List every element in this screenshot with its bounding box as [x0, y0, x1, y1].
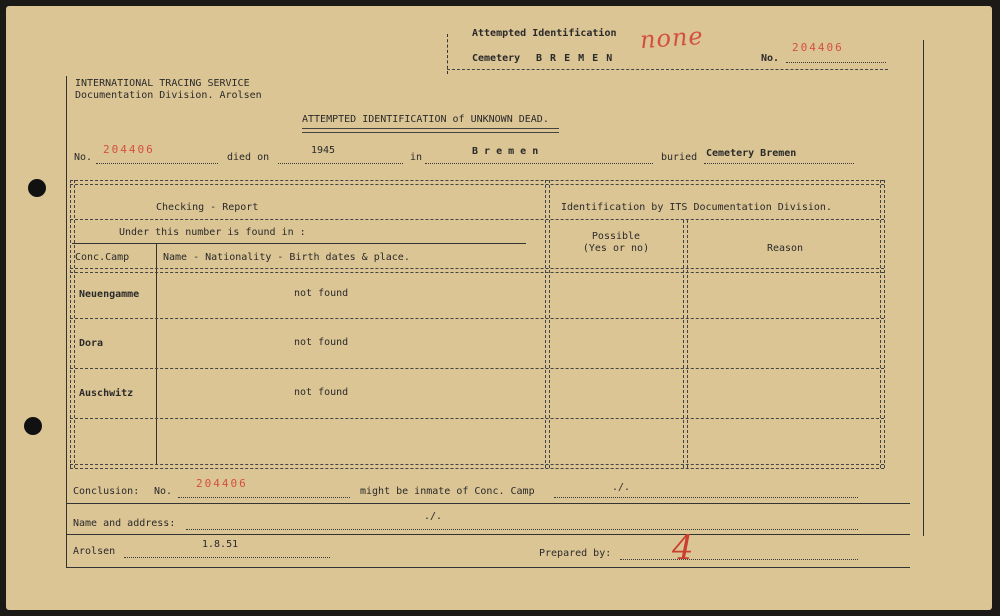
table-line	[72, 243, 526, 244]
dotted-line	[425, 163, 653, 164]
row-camp: Neuengamme	[79, 289, 140, 300]
table-divider-camp	[156, 244, 157, 464]
separator-line	[66, 534, 910, 535]
separator-line	[66, 567, 910, 568]
in-label: in	[410, 152, 423, 163]
conclusion-text: might be inmate of Conc. Camp	[360, 486, 535, 497]
form-border-right	[923, 40, 924, 536]
table-border-top	[70, 180, 884, 185]
date-value: 1.8.51	[202, 539, 239, 550]
dotted-line	[96, 163, 218, 164]
row-result: not found	[294, 387, 349, 398]
dotted-line	[186, 529, 858, 530]
index-card	[6, 6, 992, 610]
col-camp-header: Conc.Camp	[75, 252, 130, 263]
col-possible-header: Possible	[591, 231, 641, 242]
table-border-left	[70, 180, 75, 468]
place-value: B r e m e n	[472, 146, 539, 157]
buried-value: Cemetery Bremen	[706, 148, 797, 159]
handwritten-note: none	[639, 21, 705, 55]
died-label: died on	[227, 152, 270, 163]
col-reason-header: Reason	[766, 243, 804, 254]
dotted-line	[704, 163, 854, 164]
checking-header: Checking - Report	[156, 202, 259, 213]
separator-line	[66, 503, 910, 504]
row-divider	[70, 418, 884, 419]
address-label: Name and address:	[73, 518, 176, 529]
header-box-border	[447, 34, 448, 74]
table-divider-reason	[683, 220, 688, 468]
dotted-line	[554, 497, 858, 498]
punch-hole	[24, 417, 42, 435]
table-border-right	[880, 180, 885, 468]
address-value: ./.	[424, 511, 443, 522]
signature: 4	[672, 528, 694, 568]
dotted-line	[620, 559, 858, 560]
conclusion-no-label: No.	[154, 486, 173, 497]
conclusion-label: Conclusion:	[73, 486, 140, 497]
record-no-label: No.	[74, 152, 93, 163]
conclusion-no-value: 204406	[196, 477, 248, 490]
header-no-label: No.	[761, 53, 780, 64]
cemetery-value: B R E M E N	[536, 53, 614, 64]
title-underline	[302, 128, 559, 133]
header-no-value: 204406	[792, 41, 844, 54]
table-line	[70, 219, 884, 220]
row-result: not found	[294, 288, 349, 299]
record-no-value: 204406	[103, 143, 155, 156]
form-title: ATTEMPTED IDENTIFICATION of UNKNOWN DEAD.	[302, 114, 549, 125]
place-label: Arolsen	[73, 546, 116, 557]
col-name-header: Name - Nationality - Birth dates & place.	[163, 252, 410, 263]
table-header-underline	[70, 268, 884, 273]
header-title: Attempted Identification	[472, 28, 617, 39]
row-divider	[70, 318, 884, 319]
dotted-line	[178, 497, 350, 498]
punch-hole	[28, 179, 46, 197]
org-name: INTERNATIONAL TRACING SERVICE	[75, 78, 250, 89]
form-border-left	[66, 76, 67, 567]
dotted-line	[786, 62, 886, 63]
row-camp: Dora	[79, 338, 104, 349]
identification-header: Identification by ITS Documentation Division.	[561, 202, 832, 213]
dotted-line	[278, 163, 403, 164]
died-value: 1945	[311, 145, 336, 156]
found-in-label: Under this number is found in :	[119, 227, 306, 238]
header-box-border	[447, 69, 888, 70]
org-division: Documentation Division. Arolsen	[75, 90, 262, 101]
dotted-line	[124, 557, 330, 558]
col-possible-subheader: (Yes or no)	[582, 243, 650, 254]
row-divider	[70, 368, 884, 369]
conclusion-value: ./.	[612, 482, 631, 493]
table-border-bottom	[70, 464, 884, 469]
cemetery-label: Cemetery	[472, 53, 521, 64]
buried-label: buried	[661, 152, 698, 163]
prepared-label: Prepared by:	[539, 548, 612, 559]
row-camp: Auschwitz	[79, 388, 134, 399]
row-result: not found	[294, 337, 349, 348]
table-divider-main	[545, 180, 550, 468]
